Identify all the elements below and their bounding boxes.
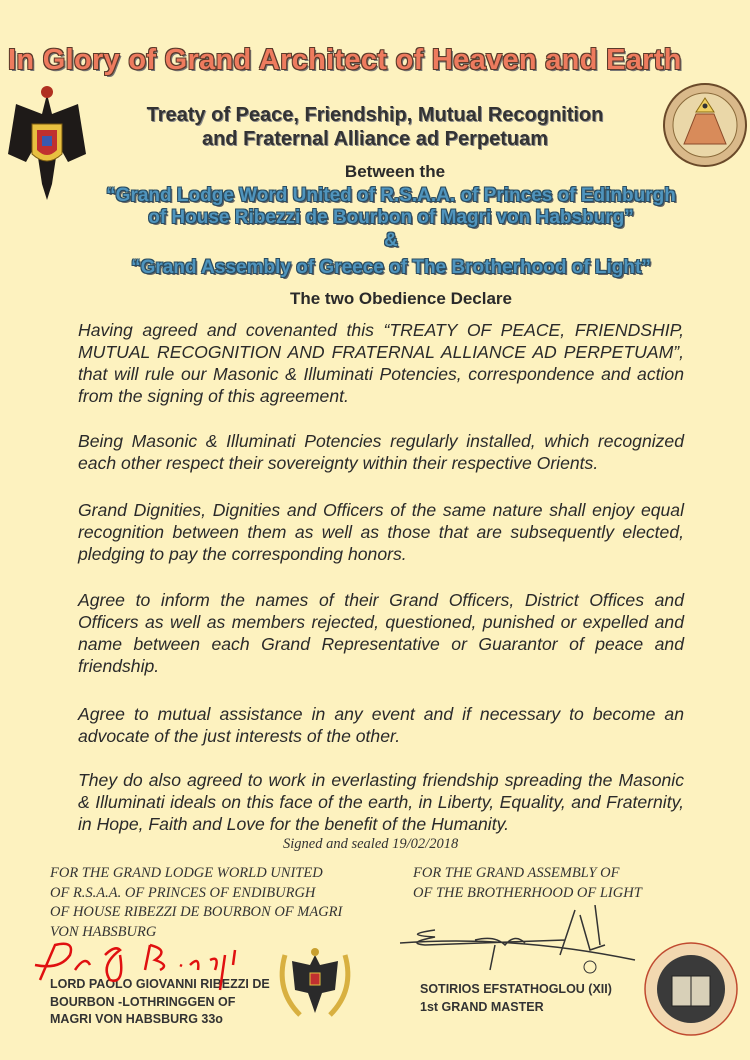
party2: “Grand Assembly of Greece of The Brotherhood of Light” bbox=[131, 257, 651, 278]
paragraph-4: Agree to inform the names of their Grand Officers, District Offices and Officers as well as members rejected, questioned, punished or expelled and name between each Grand Representative or Guarantor of peace and friendship. bbox=[78, 590, 684, 676]
left-organization: FOR THE GRAND LODGE WORLD UNITED OF R.S.A.A. OF PRINCES OF ENDIBURGH OF HOUSE RIBEZZI DE BOURBON OF MAGRI VON HABSBURG bbox=[50, 865, 343, 940]
paragraph-3: Grand Dignities, Dignities and Officers of the same nature shall enjoy equal recognition between them as well as those that are subsequently elected, pledging to pay the corresponding honors. bbox=[78, 500, 684, 564]
paragraph-1: Having agreed and covenanted this “TREATY OF PEACE, FRIENDSHIP, MUTUAL RECOGNITION AND FRATERNAL ALLIANCE AD PERPETUAM”, that will rule our Masonic & Illuminati Potencies, correspondence and action from the signing of this agreement. bbox=[78, 320, 684, 406]
paragraph-2: Being Masonic & Illuminati Potencies regularly installed, which recognized each other respect their sovereignty within their respective Orients. bbox=[78, 431, 684, 473]
habsburg-eagle-emblem bbox=[270, 935, 360, 1025]
declare-heading: The two Obedience Declare bbox=[289, 289, 512, 308]
treaty-title-line2: and Fraternal Alliance ad Perpetuam bbox=[201, 128, 549, 150]
document-title: In Glory of Grand Architect of Heaven and Earth bbox=[8, 44, 682, 76]
black-handwritten-signature bbox=[395, 905, 640, 985]
left-signatory-name: LORD PAOLO GIOVANNI RIBEZZI DE BOURBON -LOTHRINGGEN OF MAGRI VON HABSBURG 33o bbox=[50, 977, 270, 1026]
paragraph-6: They do also agreed to work in everlasting friendship spreading the Masonic & Illuminati ideals on this face of the earth, in Liberty, Equality, and Fraternity, in Hope, Faith and Love for the benefit of the Humanity. bbox=[78, 770, 684, 834]
party1-line1: “Grand Lodge Word United of R.S.A.A. of Princes of Edinburgh bbox=[106, 185, 676, 206]
signed-date: Signed and sealed 19/02/2018 bbox=[283, 836, 459, 852]
red-handwritten-signature bbox=[30, 935, 260, 995]
party1-line2: of House Ribezzi de Bourbon of Magri von Habsburg” bbox=[148, 207, 634, 228]
ampersand: & bbox=[384, 230, 398, 251]
right-organization: FOR THE GRAND ASSEMBLY OF OF THE BROTHERHOOD OF LIGHT bbox=[413, 865, 642, 901]
paragraph-5: Agree to mutual assistance in any event and if necessary to become an advocate of the just interests of the other. bbox=[78, 704, 684, 746]
between-label: Between the bbox=[344, 162, 446, 181]
right-signatory-name: SOTIRIOS EFSTATHOGLOU (XII) 1st GRAND MASTER bbox=[420, 982, 612, 1014]
brotherhood-of-light-seal bbox=[642, 940, 740, 1038]
treaty-title-line1: Treaty of Peace, Friendship, Mutual Recognition bbox=[146, 104, 604, 126]
